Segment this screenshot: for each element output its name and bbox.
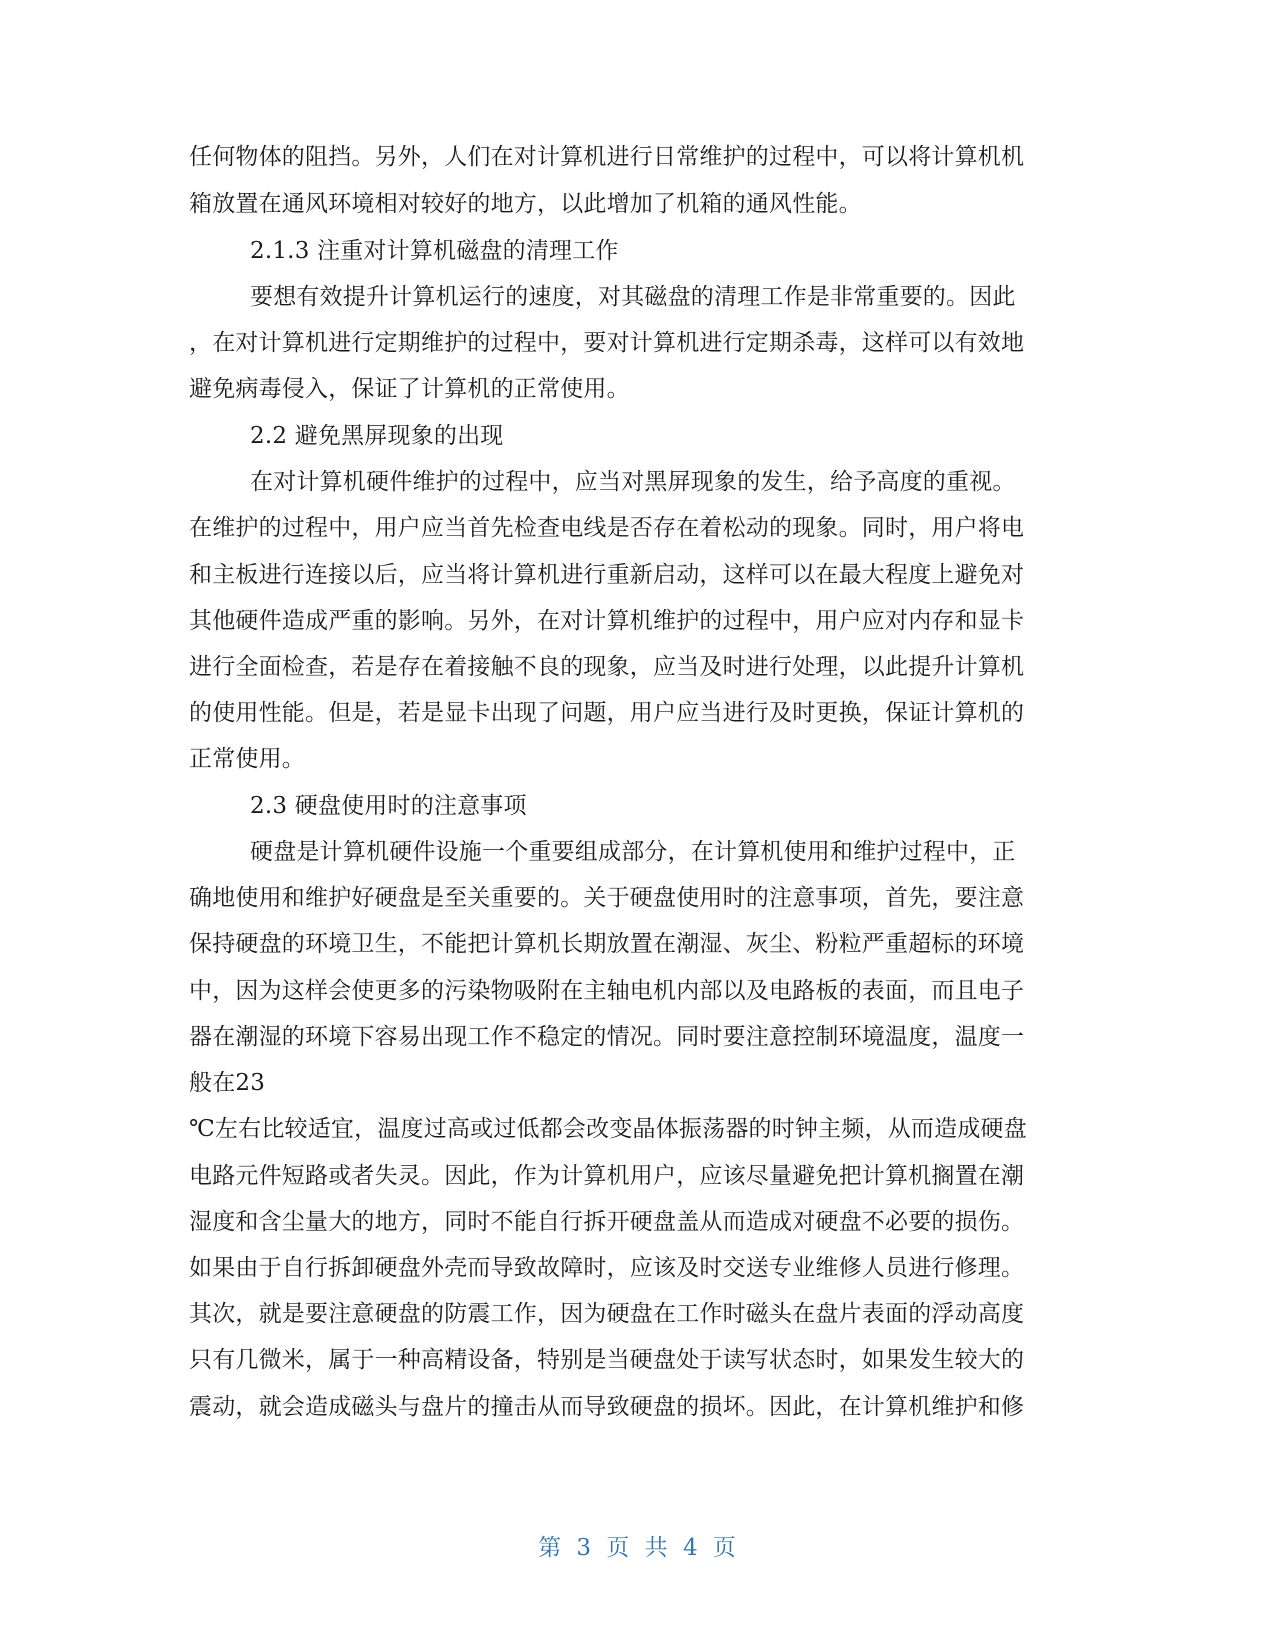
paragraph-line: 箱放置在通风环境相对较好的地方，以此增加了机箱的通风性能。 <box>189 191 862 217</box>
paragraph-line: 任何物体的阻挡。另外，人们在对计算机进行日常维护的过程中，可以将计算机机 <box>189 144 1025 170</box>
paragraph-line: 电路元件短路或者失灵。因此，作为计算机用户，应该尽量避免把计算机搁置在潮 <box>189 1163 1025 1189</box>
page-number-footer: 第 3 页 共 4 页 <box>538 1535 737 1561</box>
paragraph-line: 震动，就会造成磁头与盘片的撞击从而导致硬盘的损坏。因此，在计算机维护和修 <box>189 1394 1025 1420</box>
paragraph-line: ℃左右比较适宜，温度过高或过低都会改变晶体振荡器的时钟主频，从而造成硬盘 <box>189 1116 1027 1142</box>
paragraph-line: 进行全面检查，若是存在着接触不良的现象，应当及时进行处理，以此提升计算机 <box>189 654 1025 680</box>
section-heading-2-2: 2.2 避免黑屏现象的出现 <box>250 423 504 449</box>
section-heading-2-1-3: 2.1.3 注重对计算机磁盘的清理工作 <box>250 238 619 264</box>
paragraph-line: 中，因为这样会使更多的污染物吸附在主轴电机内部以及电路板的表面，而且电子 <box>189 978 1025 1004</box>
paragraph-line: 硬盘是计算机硬件设施一个重要组成部分，在计算机使用和维护过程中，正 <box>250 839 1016 865</box>
paragraph-line: 正常使用。 <box>189 746 305 772</box>
paragraph-line: 般在23 <box>189 1070 266 1096</box>
paragraph-line: 其次，就是要注意硬盘的防震工作，因为硬盘在工作时磁头在盘片表面的浮动高度 <box>189 1301 1025 1327</box>
paragraph-line: 避免病毒侵入，保证了计算机的正常使用。 <box>189 376 630 402</box>
paragraph-line: 器在潮湿的环境下容易出现工作不稳定的情况。同时要注意控制环境温度，温度一 <box>189 1024 1025 1050</box>
paragraph-line: 只有几微米，属于一种高精设备，特别是当硬盘处于读写状态时，如果发生较大的 <box>189 1347 1025 1373</box>
paragraph-line: 湿度和含尘量大的地方，同时不能自行拆开硬盘盖从而造成对硬盘不必要的损伤。 <box>189 1209 1025 1235</box>
paragraph-line: 如果由于自行拆卸硬盘外壳而导致故障时，应该及时交送专业维修人员进行修理。 <box>189 1255 1025 1281</box>
paragraph-line: 在对计算机硬件维护的过程中，应当对黑屏现象的发生，给予高度的重视。 <box>250 469 1016 495</box>
paragraph-line: 其他硬件造成严重的影响。另外，在对计算机维护的过程中，用户应对内存和显卡 <box>189 608 1025 634</box>
paragraph-line: 确地使用和维护好硬盘是至关重要的。关于硬盘使用时的注意事项，首先，要注意 <box>189 885 1025 911</box>
section-heading-2-3: 2.3 硬盘使用时的注意事项 <box>250 793 527 819</box>
paragraph-line: 在维护的过程中，用户应当首先检查电线是否存在着松动的现象。同时，用户将电 <box>189 515 1025 541</box>
paragraph-line: 保持硬盘的环境卫生，不能把计算机长期放置在潮湿、灰尘、粉粒严重超标的环境 <box>189 931 1025 957</box>
paragraph-line: 的使用性能。但是，若是显卡出现了问题，用户应当进行及时更换，保证计算机的 <box>189 700 1025 726</box>
paragraph-line: 要想有效提升计算机运行的速度，对其磁盘的清理工作是非常重要的。因此 <box>250 284 1016 310</box>
paragraph-line: 和主板进行连接以后，应当将计算机进行重新启动，这样可以在最大程度上避免对 <box>189 562 1025 588</box>
paragraph-line: ，在对计算机进行定期维护的过程中，要对计算机进行定期杀毒，这样可以有效地 <box>189 330 1025 356</box>
